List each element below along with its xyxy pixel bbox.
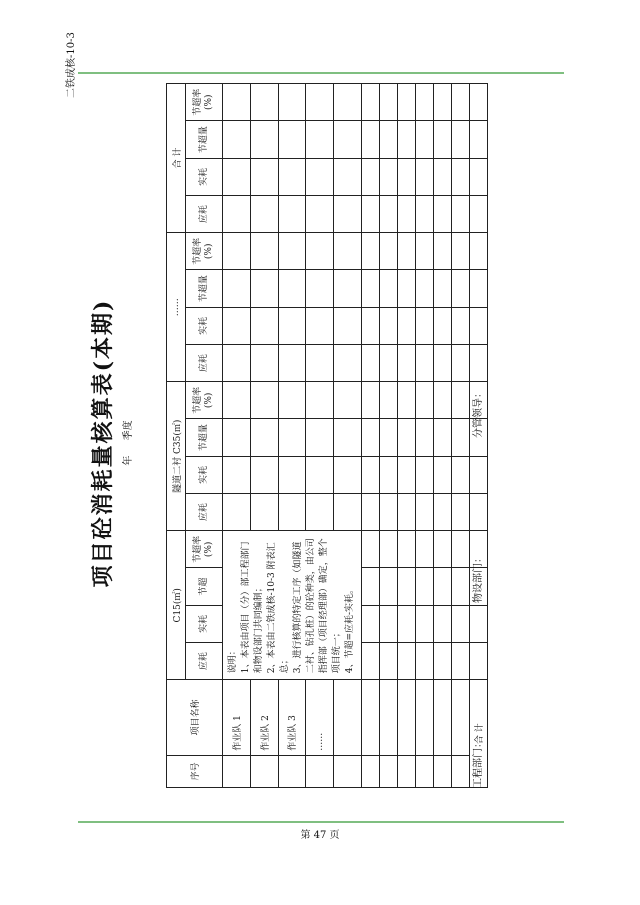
- sub-header: 应耗: [186, 494, 223, 531]
- group-total: 合 计: [167, 84, 186, 233]
- sub-header: 节超量: [186, 121, 223, 158]
- form-code: 二铁成核-10-3: [66, 32, 77, 98]
- page-title: 项目砼消耗量核算表(本期): [90, 298, 116, 588]
- col-seq-header: 序号: [167, 755, 223, 787]
- group-ellipsis: ……: [167, 233, 186, 382]
- row-label: 作业队 2: [250, 680, 278, 756]
- table-row: [278, 84, 306, 788]
- note-item: 3、进行核算的特定工序（如隧道二衬、钻孔桩）的砼种类，由公司指挥部（项目经理部）确定，整个项目统一；: [293, 538, 342, 674]
- total-label: 合 计: [470, 680, 488, 788]
- table-row: [380, 84, 398, 788]
- sub-header: 实耗: [186, 158, 223, 195]
- landscape-content: [86, 78, 546, 808]
- consumption-table: [166, 83, 488, 788]
- quarter-label: 季度: [123, 420, 134, 441]
- sign-material: 物设部门：: [473, 553, 484, 603]
- sub-header: 应耗: [186, 195, 223, 232]
- notes-heading: 说明：: [228, 646, 238, 674]
- group-tunnel: 隧道二衬 C35(㎡): [167, 382, 186, 531]
- table-row: [250, 84, 278, 788]
- sub-header: 节超量: [186, 270, 223, 307]
- sub-header: 节超率(%): [186, 84, 223, 121]
- note-item: 4、节超=应耗-实耗。: [345, 584, 355, 674]
- table-row: [334, 84, 362, 788]
- sub-header: 应耗: [186, 643, 223, 680]
- year-label: 年: [123, 455, 134, 466]
- header-rule: [78, 72, 564, 74]
- row-label: 作业队 3: [278, 680, 306, 756]
- sub-header: 实耗: [186, 605, 223, 642]
- sub-header: 实耗: [186, 456, 223, 493]
- col-name-header: 项目名称: [167, 680, 223, 756]
- sub-header: 实耗: [186, 307, 223, 344]
- group-c15: C15(㎡): [167, 531, 186, 680]
- page-number: 第 47 页: [300, 830, 340, 841]
- sign-engineering: 工程部门：: [473, 738, 484, 788]
- footer-rule: [78, 821, 564, 823]
- sub-header: 节超率(%): [186, 233, 223, 270]
- sub-header: 节超率(%): [186, 531, 223, 568]
- period-line: [119, 78, 134, 808]
- table-row: [434, 84, 452, 788]
- sub-header: 节超: [186, 568, 223, 605]
- note-item: 1、本表由项目（分）部工程部门和物设部门共同编制；: [241, 541, 264, 674]
- table-row: [416, 84, 434, 788]
- table-row: [223, 84, 251, 788]
- row-label: 作业队 1: [223, 680, 251, 756]
- sign-leader: 分管领导：: [473, 388, 484, 438]
- notes: [223, 531, 362, 680]
- sub-header: 节超率(%): [186, 382, 223, 419]
- row-label: ……: [306, 680, 334, 756]
- sub-header: 节超量: [186, 419, 223, 456]
- sub-header: 应耗: [186, 344, 223, 381]
- table-row: [452, 84, 470, 788]
- table-row: [398, 84, 416, 788]
- table-row: [306, 84, 334, 788]
- note-item: 2、本表由二铁成核-10-3 附表汇总；: [267, 542, 290, 674]
- table-row: [362, 84, 380, 788]
